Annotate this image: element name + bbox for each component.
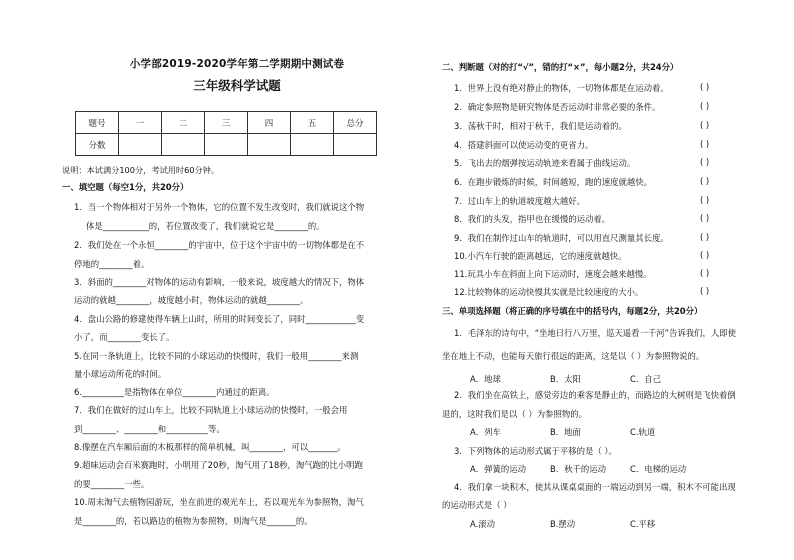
score-cell [291,134,334,156]
exam-subtitle: 三年级科学试题 [193,78,281,93]
answer-paren: ( ) [700,195,710,205]
answer-paren: ( ) [700,101,710,111]
score-table-header-row [76,112,377,134]
score-cell: 三 [205,112,248,134]
choice-option: A．列车 [470,427,501,437]
question-line: 的要________一些。 [74,479,150,489]
answer-paren: ( ) [700,82,710,92]
choice-question-line: 坐在地上不动，也能每天旅行很远的距离，这是以（ ）为参照物说的。 [442,351,705,361]
judge-item: 8．我们的头发，指甲也在缓慢的运动着。 [454,214,611,224]
score-cell [119,134,162,156]
choice-option: B．秋千的运动 [550,464,606,474]
exam-title: 小学部2019-2020学年第二学期期中测试卷 [129,58,345,70]
choice-option: A．地球 [470,374,501,384]
question-line: 到________、________和__________等。 [74,424,225,434]
choice-question-line: 3．下列物体的运动形式属于平移的是（ ）。 [454,446,617,456]
score-cell: 分数 [76,134,119,156]
score-cell: 题号 [76,112,119,134]
section3-title: 三、单项选择题（将正确的序号填在中的括号内，每题2分，共20分） [442,306,703,316]
question-line: 4．盘山公路的修建使得车辆上山时，所用的时间变长了，同时____________变 [74,314,365,324]
score-cell: 总分 [334,112,377,134]
judge-item: 5．飞出去的烟弹按运动轨迹来看属于曲线运动。 [454,158,636,168]
question-line: 小了，而________变长了。 [74,332,175,342]
question-line: 体是___________的，若位置改变了，我们就说它是________的。 [86,221,325,231]
choice-option: A．弹簧的运动 [470,464,526,474]
judge-item: 11.玩具小车在斜面上向下运动时，速度会越来越慢。 [454,269,652,279]
question-line: 3．斜面的________对物体的运动有影响，一般来说，坡度越大的情况下，物体 [74,277,365,287]
question-line: 9.超味运动会百米赛跑时，小明用了20秒，淘气用了18秒，淘气跑的比小明跑 [74,460,363,470]
choice-question-line: 2．我们坐在高铁上，感觉旁边的乘客是静止的，而路边的大树则是飞快着倒 [454,390,736,400]
section2-title: 二、判断题（对的打“√”，错的打“×”，每小题2分，共24分） [442,62,679,72]
answer-paren: ( ) [700,232,710,242]
instructions: 说明：本试满分100分，考试用时60分钟。 [62,165,220,175]
question-line: 运动的就越________，坡度越小时，物体运动的就越________。 [74,295,309,305]
choice-option: C．电梯的运动 [630,464,687,474]
answer-paren: ( ) [700,213,710,223]
question-line: 量小球运动所花的时间。 [74,369,167,379]
question-line: 10.周末淘气去植物园游玩，坐在前进的观光车上，若以观光车为参照物，淘气 [74,497,364,507]
choice-option: C．自己 [630,374,661,384]
answer-paren: ( ) [700,139,710,149]
judge-item: 12.比较物体的运动快慢其实就是比较速度的大小。 [454,287,644,297]
judge-item: 3．荡秋千时，相对于秋千，我们是运动着的。 [454,121,627,131]
question-line: 8.像摆在汽车厢后面的木板那样的简单机械，叫________，可以_______。 [74,442,346,452]
choice-option: B．太阳 [550,374,581,384]
judge-item: 9．我们在制作过山车的轨道时，可以用直尺测量其长度。 [454,233,669,243]
score-cell: 五 [291,112,334,134]
choice-option: C.平移 [630,519,656,529]
choice-option: B.摆动 [550,519,576,529]
choice-option: A.滚动 [470,519,495,529]
answer-paren: ( ) [700,250,710,260]
answer-paren: ( ) [700,286,710,296]
section1-title: 一、填空题（每空1分，共20分） [62,182,189,192]
judge-item: 6．在跑步锻炼的时候，时间越短，跑的速度就越快。 [454,177,652,187]
question-line: 1．当一个物体相对于另外一个物体，它的位置不发生改变时，我们就说这个物 [74,202,365,212]
answer-paren: ( ) [700,176,710,186]
choice-option: B．地面 [550,427,581,437]
question-line: 停地的________着。 [74,259,150,269]
question-line: 7．我们在做好的过山车上，比较不同轨道上小球运动的快慢时，一般会用 [74,405,348,415]
score-cell [248,134,291,156]
choice-question-line: 退的，这时我们是以（ ）为参照物的。 [442,409,588,419]
answer-paren: ( ) [700,120,710,130]
judge-item: 1．世界上没有绝对静止的物体，一切物体都是在运动着。 [454,83,669,93]
score-cell: 四 [248,112,291,134]
score-cell [334,134,377,156]
score-cell [205,134,248,156]
judge-item: 10.小汽车行驶的距离越远，它的速度就越快。 [454,251,627,261]
choice-question-line: 的运动形式是（ ） [442,500,512,510]
score-cell: 二 [162,112,205,134]
answer-paren: ( ) [700,268,710,278]
choice-option: C.轨道 [630,427,656,437]
choice-question-line: 1．毛泽东的诗句中，“坐地日行八万里，巡天遥看一千河”告诉我们，人即使 [454,328,737,338]
answer-paren: ( ) [700,157,710,167]
judge-item: 7．过山车上的轨道坡度越大越好。 [454,196,585,206]
score-table-score-row [76,134,377,156]
score-table [75,111,377,156]
judge-item: 2．确定参照物是研究物体是否运动时非常必要的条件。 [454,102,661,112]
question-line: 是________的，若以路边的植物为参照物，则淘气是_______的。 [74,516,313,526]
score-cell: 一 [119,112,162,134]
question-line: 6.__________是指物体在单位________内通过的距离。 [74,387,275,397]
question-line: 5.在同一条轨道上，比较不同的小球运动的快慢时，我们一般用________来测 [74,351,359,361]
score-cell [162,134,205,156]
choice-question-line: 4．我们拿一块积木，使其从课桌桌面的一端运动到另一端，积木不可能出现 [454,482,736,492]
question-line: 2．我们处在一个永恒________的宇宙中，位于这个宇宙中的一切物体都是在不 [74,240,365,250]
judge-item: 4．搭建斜面可以使运动变的更省力。 [454,140,594,150]
